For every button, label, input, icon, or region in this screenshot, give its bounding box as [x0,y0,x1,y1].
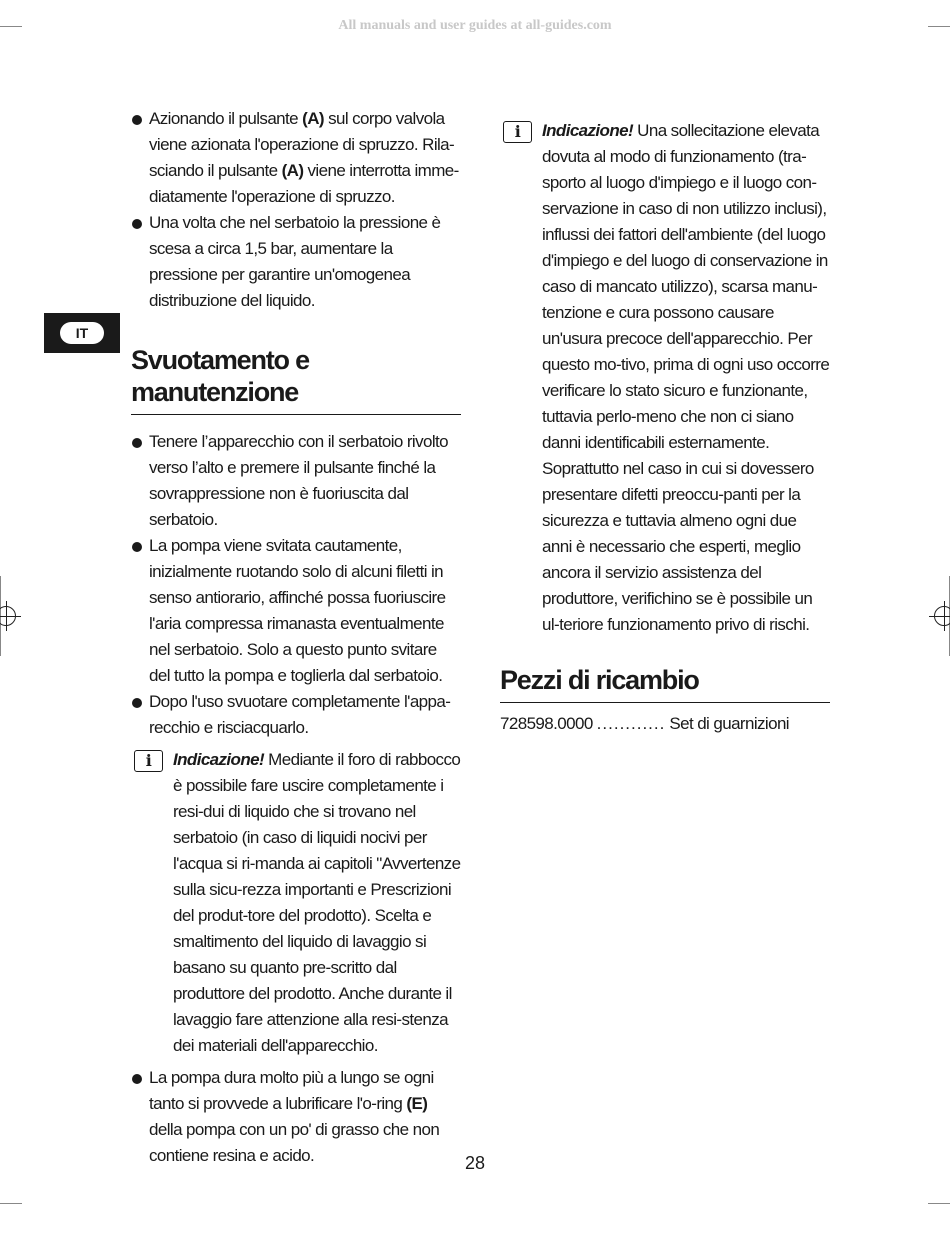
list-item [131,429,461,533]
registration-mark-icon [0,606,16,626]
crop-mark-top-right [928,26,950,27]
bullet-dot-icon [132,115,142,125]
spare-part-row [500,711,830,737]
info-note [500,118,830,638]
crop-mark-bottom-right [928,1203,950,1204]
bullet-text: La pompa dura molto più a lungo se ogni tanto si provvede a lubrificare l'o-ring (E) della pompa con un po' di grasso che non contiene resina e acido. [149,1068,440,1165]
info-icon: i [134,750,163,772]
part-name: Set di guarnizioni [669,714,789,733]
bullet-dot-icon [132,698,142,708]
part-number: 728598.0000 [500,714,593,733]
info-note [131,747,461,1059]
bullet-dot-icon [132,438,142,448]
info-icon: i [503,121,532,143]
note-text: Una sollecitazione elevata dovuta al modo di funzionamento (tra-sporto al luogo d'impiego e il luogo con-servazione in caso di non utilizzo inclusi), influssi dei fattori dell'ambiente (del luogo d'impiego e del luogo di conservazione in caso di mancato utilizzo), scarsa manu-tenzione e cura possono causare un'usura precoce dell'apparecchio. Per questo mo-tivo, prima di ogni uso occorre verificare lo stato sicuro e funzionante, tuttavia perlo-meno che non ci siano danni identificabili esternamente. Soprattutto nel caso in cui si dovessero presentare difetti preoccu-panti per la sicurezza e tuttavia almeno ogni due anni è necessario che esperti, meglio ancora il servizio assistenza del produttore, verifichino se è possibile un ul-teriore funzionamento privo di rischi. [542,121,830,634]
page-number: 28 [464,1153,486,1173]
bullet-dot-icon [132,219,142,229]
section-heading: Pezzi di ricambio [500,664,830,703]
watermark: All manuals and user guides at all-guides.com [338,18,612,33]
note-lead: Indicazione! [173,750,265,769]
list-item [131,689,461,741]
right-column [500,118,830,737]
registration-mark-icon [934,606,950,626]
language-tab [44,313,120,353]
bullet-dot-icon [132,1074,142,1084]
note-lead: Indicazione! [542,121,634,140]
language-label: IT [60,322,104,344]
crop-mark-top-left [0,26,22,27]
note-text: Mediante il foro di rabbocco è possibile fare uscire completamente i resi-dui di liquido che si trovano nel serbatoio (in caso di liquidi nocivi per l'acqua si ri-manda ai capitoli "Avvertenze sulla sicu-rezza importanti e Prescrizioni del produt-tore del prodotto). Scelta e smaltimento del liquido di lavaggio si basano su quanto pre-scritto dal produttore del prodotto. Anche durante il lavaggio fare attenzione alla resi-stenza dei materiali dell'apparecchio. [173,750,461,1055]
leader-dots: ............ [596,714,666,733]
list-item [131,533,461,689]
bullet-text: Una volta che nel serbatoio la pressione è scesa a circa 1,5 bar, aumentare la pressione per garantire un'omogenea distribuzione del liquido. [149,213,441,310]
crop-mark-bottom-left [0,1203,22,1204]
bullet-text: Tenere l’apparecchio con il serbatoio rivolto verso l’alto e premere il pulsante finché la sovrappressione non è fuoriuscita dal serbatoio. [149,432,449,529]
bullet-text: La pompa viene svitata cautamente, inizialmente ruotando solo di alcuni filetti in senso antiorario, affinché possa fuoriuscire l'aria compressa rimanasta eventualmente nel serbatoio. Solo a questo punto svitare del tutto la pompa e toglierla dal serbatoio. [149,536,446,685]
bullet-dot-icon [132,542,142,552]
list-item [131,106,461,210]
left-column [131,106,461,1169]
bullet-text: Dopo l'uso svuotare completamente l'appa-recchio e risciacquarlo. [149,692,451,737]
bullet-text: Azionando il pulsante (A) sul corpo valvola viene azionata l'operazione di spruzzo. Rila-sciando il pulsante (A) viene interrotta imme-diatamente l'operazione di spruzzo. [149,109,459,206]
list-item [131,210,461,314]
section-heading: Svuotamento e manutenzione [131,344,461,415]
